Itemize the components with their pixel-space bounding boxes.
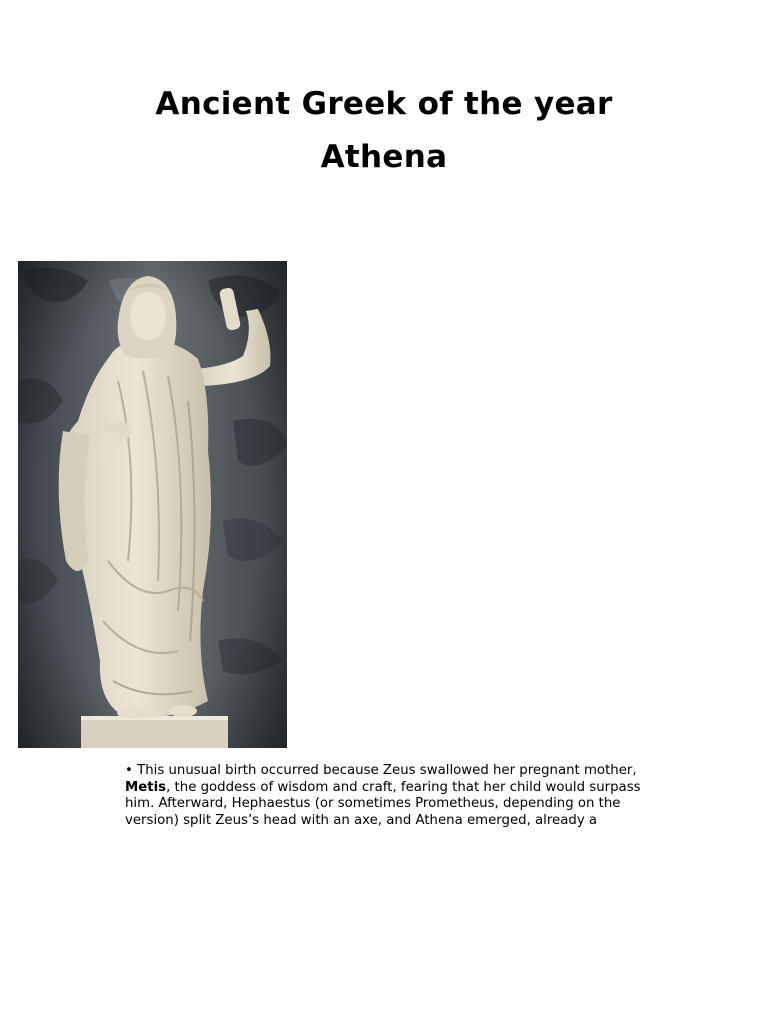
paragraph-text-end: , the goddess of wisdom and craft, fearing that her child would surpass him. Afterward, Hephaestus (or sometimes Prometheus, depending on the version) split Zeus’s head with an axe, and Athena emerged, already a	[125, 779, 641, 828]
paragraph-text-start: This unusual birth occurred because Zeus swallowed her pregnant mother,	[137, 763, 637, 778]
document-title: Ancient Greek of the year	[155, 86, 613, 122]
document-subtitle: Athena	[320, 139, 448, 175]
athena-statue-image	[18, 261, 287, 748]
metis-name: Metis	[125, 779, 167, 795]
bullet-glyph: •	[125, 763, 133, 778]
body-paragraph	[125, 763, 665, 829]
